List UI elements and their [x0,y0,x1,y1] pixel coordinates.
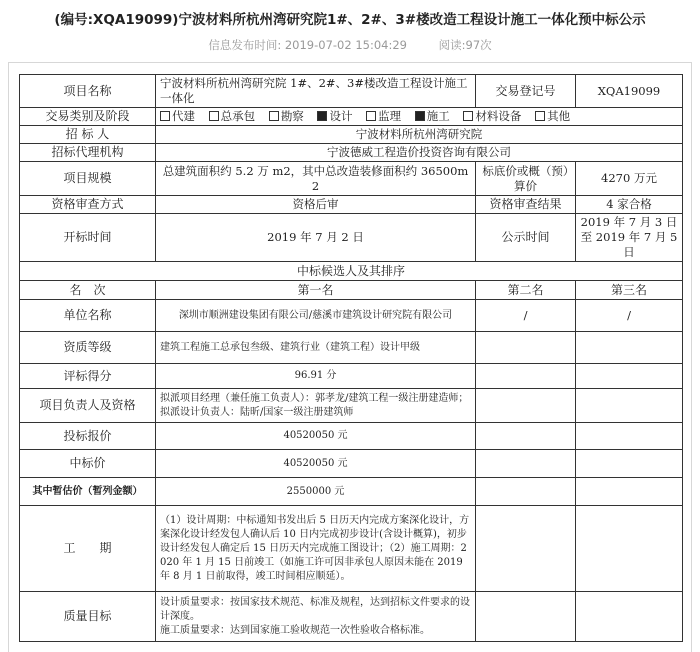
table-row [20,506,683,592]
review-method-label: 资格审查方式 [20,196,156,214]
checkbox-icon [463,111,473,121]
checkbox-item: 施工 [415,109,450,123]
document-scan [8,62,692,652]
win-price-label: 中标价 [20,450,156,478]
unit-label: 单位名称 [20,300,156,332]
provisional-label: 其中暂估价（暂列金额） [20,478,156,506]
agency: 宁波德威工程造价投资咨询有限公司 [156,144,683,162]
manager-label: 项目负责人及资格 [20,389,156,423]
section-title: 中标候选人及其排序 [20,262,683,281]
table-row [20,478,683,506]
table-row [20,262,683,281]
page-title: (编号:XQA19099)宁波材料所杭州湾研究院1#、2#、3#楼改造工程设计施工一体化预中标公示 [54,12,646,28]
category-checkboxes [156,108,683,126]
bid-price-label: 投标报价 [20,423,156,450]
project-name-label: 项目名称 [20,75,156,108]
tenderer: 宁波材料所杭州湾研究院 [156,126,683,144]
review-result-label: 资格审查结果 [476,196,576,214]
rank-second: 第二名 [476,281,576,300]
period: （1）设计周期：中标通知书发出后 5 日历天内完成方案深化设计，方案深化设计经发包人确认后 10 日内完成初步设计(含设计概算)，初步设计经发包人确定后 15 日历天内完成施工图设计；（2）施工周期：2020 年 1 月 15 日前竣工（如施工许可因非承包人原因未能在 2019 年 8 月 1 日前取得，竣工时间相应顺延）。 [156,506,476,592]
table-row [20,389,683,423]
agency-label: 招标代理机构 [20,144,156,162]
table-row [20,75,683,108]
ceiling: 4270 万元 [576,162,683,196]
table-row [20,281,683,300]
period-label: 工 期 [20,506,156,592]
checkbox-icon [269,111,279,121]
provisional: 2550000 元 [156,478,476,506]
review-method: 资格后审 [156,196,476,214]
unit-second: / [476,300,576,332]
table-row [20,423,683,450]
checkbox-icon [160,111,170,121]
quality-cell [156,592,476,642]
open-time: 2019 年 7 月 2 日 [156,214,476,262]
scale-label: 项目规模 [20,162,156,196]
quality-design: 设计质量要求：按国家技术规范、标准及规程，达到招标文件要求的设计深度。 [160,596,470,622]
bid-notice-table [19,74,683,642]
checkbox-icon [535,111,545,121]
publicity-label: 公示时间 [476,214,576,262]
publish-time: 信息发布时间: 2019-07-02 15:04:29 [208,38,407,52]
table-row [20,364,683,389]
qual-first: 建筑工程施工总承包叁级、建筑行业（建筑工程）设计甲级 [156,332,476,364]
unit-first: 深圳市顺洲建设集团有限公司/慈溪市建筑设计研究院有限公司 [156,300,476,332]
ceiling-label: 标底价或概（预）算价 [476,162,576,196]
checkbox-icon [209,111,219,121]
reg-no: XQA19099 [576,75,683,108]
manager-first: 拟派项目经理（兼任施工负责人）：郭孝龙/建筑工程一级注册建造师；拟派设计负责人：陆昕/国家一级注册建筑师 [156,389,476,423]
scale: 总建筑面积约 5.2 万 m2，其中总改造装修面积约 36500m2 [156,162,476,196]
rank-label: 名 次 [20,281,156,300]
checkbox-item: 监理 [366,109,401,123]
score-first: 96.91 分 [156,364,476,389]
checkbox-item: 材料设备 [463,109,521,123]
publicity-time: 2019 年 7 月 3 日至 2019 年 7 月 5 日 [576,214,683,262]
quality-label: 质量目标 [20,592,156,642]
checkbox-icon [366,111,376,121]
table-row [20,144,683,162]
checkbox-item: 设计 [317,109,352,123]
table-row [20,332,683,364]
open-time-label: 开标时间 [20,214,156,262]
table-row [20,108,683,126]
checked-box-icon [317,111,327,121]
review-result: 4 家合格 [576,196,683,214]
qual-label: 资质等级 [20,332,156,364]
checkbox-item: 代建 [160,109,195,123]
category-label: 交易类别及阶段 [20,108,156,126]
table-row [20,196,683,214]
read-count: 阅读:97次 [438,38,492,52]
unit-third: / [576,300,683,332]
table-row [20,126,683,144]
win-price: 40520050 元 [156,450,476,478]
bid-price: 40520050 元 [156,423,476,450]
table-row [20,592,683,642]
project-name: 宁波材料所杭州湾研究院 1#、2#、3#楼改造工程设计施工一体化 [156,75,476,108]
score-label: 评标得分 [20,364,156,389]
tenderer-label: 招 标 人 [20,126,156,144]
article-meta [0,37,700,53]
checkbox-item: 总承包 [209,109,256,123]
table-row [20,162,683,196]
table-row [20,450,683,478]
checkbox-item: 勘察 [269,109,304,123]
quality-construction: 施工质量要求：达到国家施工验收规范一次性验收合格标准。 [160,624,430,636]
table-row [20,214,683,262]
rank-first: 第一名 [156,281,476,300]
table-row [20,300,683,332]
rank-third: 第三名 [576,281,683,300]
reg-label: 交易登记号 [476,75,576,108]
checked-box-icon [415,111,425,121]
checkbox-item: 其他 [535,109,570,123]
